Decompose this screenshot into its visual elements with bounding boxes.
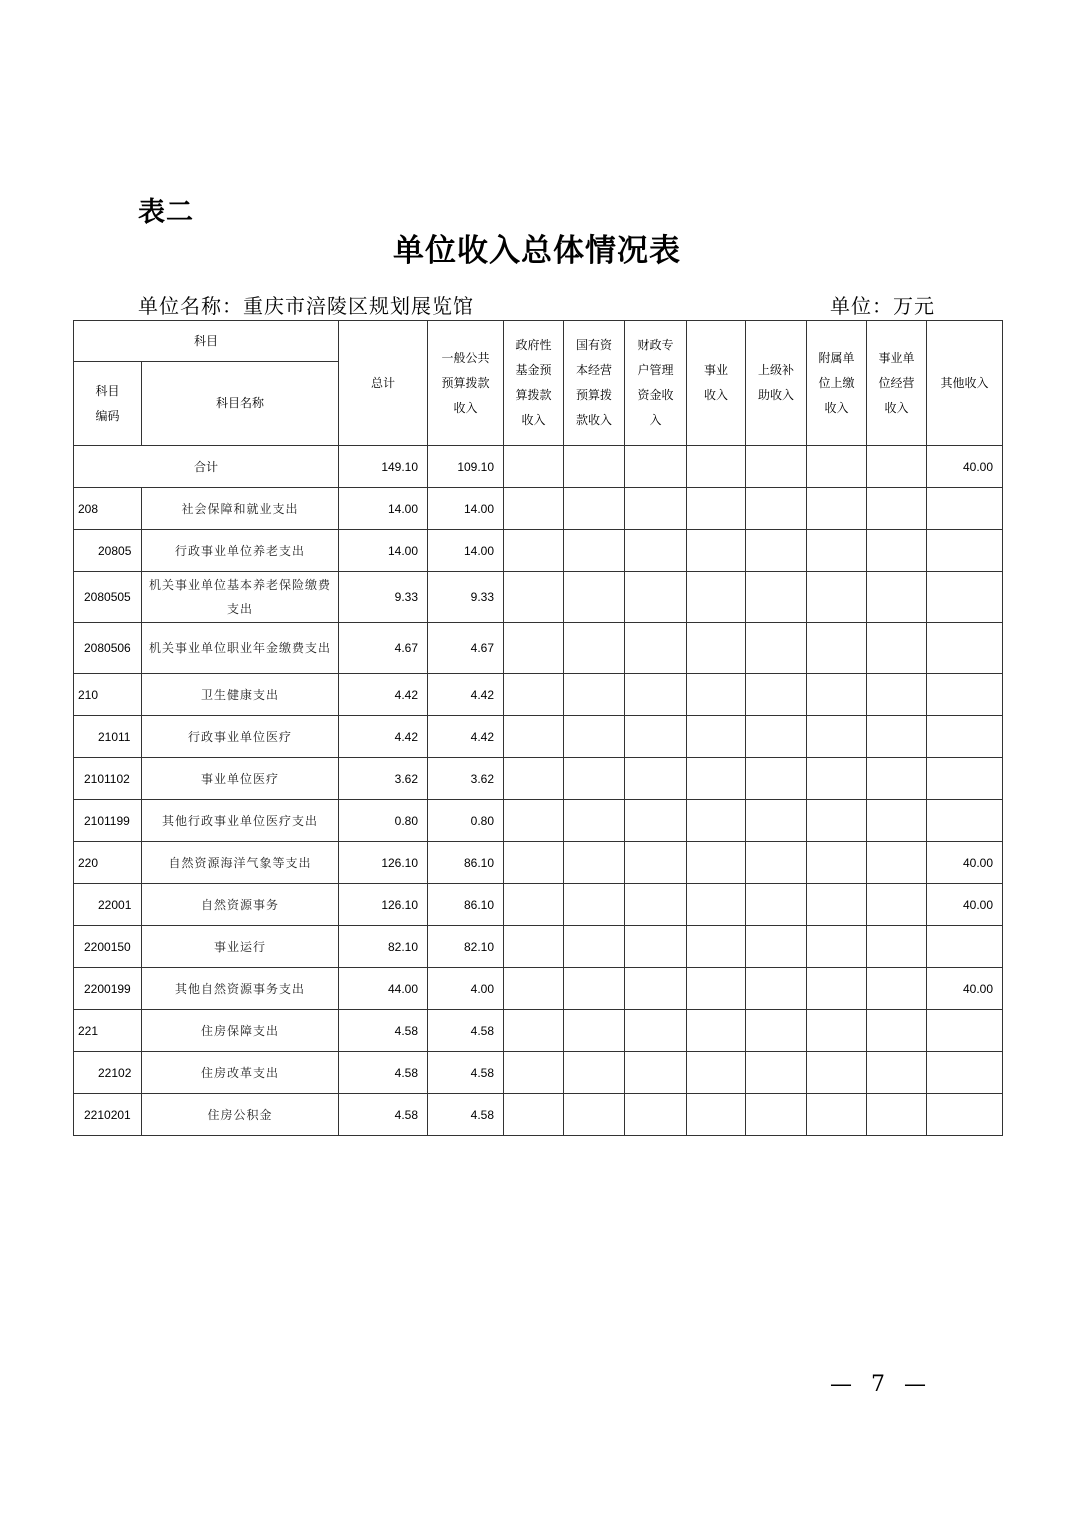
subject-name: 其他行政事业单位医疗支出 [142, 800, 339, 842]
other-value [927, 1010, 1003, 1052]
subject-code: 210 [74, 674, 142, 716]
unit-label: 单位：万元 [830, 294, 935, 318]
col-header-operating-income: 事业单位经营收入 [867, 321, 927, 446]
table-row [74, 1010, 1003, 1052]
total-value: 14.00 [339, 530, 428, 572]
org-name-label: 单位名称：重庆市涪陵区规划展览馆 [138, 294, 474, 318]
general-value: 0.80 [428, 800, 504, 842]
col-header-general-budget: 一般公共预算拨款收入 [428, 321, 504, 446]
table-row [74, 884, 1003, 926]
subject-name: 机关事业单位职业年金缴费支出 [142, 623, 339, 674]
sum-label: 合计 [74, 446, 339, 488]
subject-code: 208 [74, 488, 142, 530]
table-row [74, 842, 1003, 884]
general-value: 14.00 [428, 488, 504, 530]
other-value [927, 674, 1003, 716]
other-value [927, 1094, 1003, 1136]
total-value: 9.33 [339, 572, 428, 623]
col-header-fund-budget: 政府性基金预算拨款收入 [504, 321, 564, 446]
general-value: 9.33 [428, 572, 504, 623]
table-row [74, 1094, 1003, 1136]
subject-name: 自然资源事务 [142, 884, 339, 926]
col-header-other-income: 其他收入 [927, 321, 1003, 446]
subject-name: 行政事业单位养老支出 [142, 530, 339, 572]
sum-other: 40.00 [927, 446, 1003, 488]
subject-code: 20805 [74, 530, 142, 572]
subject-name: 事业单位医疗 [142, 758, 339, 800]
general-value: 4.58 [428, 1010, 504, 1052]
subject-name: 社会保障和就业支出 [142, 488, 339, 530]
table-row [74, 530, 1003, 572]
general-value: 86.10 [428, 884, 504, 926]
table-row [74, 623, 1003, 674]
subject-group-header: 科目 [74, 321, 339, 362]
subject-code: 2080506 [74, 623, 142, 674]
subject-name: 其他自然资源事务支出 [142, 968, 339, 1010]
col-header-business-income: 事业收入 [687, 321, 746, 446]
subject-name-header: 科目名称 [142, 362, 339, 446]
subject-name: 事业运行 [142, 926, 339, 968]
subject-name: 住房改革支出 [142, 1052, 339, 1094]
subject-code: 221 [74, 1010, 142, 1052]
total-value: 4.42 [339, 716, 428, 758]
income-table [73, 320, 1003, 1136]
other-value: 40.00 [927, 968, 1003, 1010]
subject-name: 住房公积金 [142, 1094, 339, 1136]
subject-code: 2101199 [74, 800, 142, 842]
total-value: 4.58 [339, 1010, 428, 1052]
other-value [927, 530, 1003, 572]
other-value [927, 716, 1003, 758]
general-value: 3.62 [428, 758, 504, 800]
other-value [927, 488, 1003, 530]
total-value: 4.42 [339, 674, 428, 716]
subject-name: 机关事业单位基本养老保险缴费支出 [142, 572, 339, 623]
general-value: 4.67 [428, 623, 504, 674]
total-value: 4.58 [339, 1052, 428, 1094]
other-value: 40.00 [927, 842, 1003, 884]
table-label: 表二 [138, 197, 194, 228]
table-row [74, 572, 1003, 623]
table-row [74, 758, 1003, 800]
subject-code-header: 科目编码 [74, 362, 142, 446]
subject-code: 2101102 [74, 758, 142, 800]
col-header-total: 总计 [339, 321, 428, 446]
general-value: 4.00 [428, 968, 504, 1010]
total-value: 44.00 [339, 968, 428, 1010]
general-value: 4.58 [428, 1094, 504, 1136]
sum-general: 109.10 [428, 446, 504, 488]
other-value [927, 623, 1003, 674]
table-row [74, 674, 1003, 716]
total-value: 14.00 [339, 488, 428, 530]
total-value: 82.10 [339, 926, 428, 968]
other-value [927, 926, 1003, 968]
table-row [74, 1052, 1003, 1094]
col-header-state-capital: 国有资本经营预算拨款收入 [564, 321, 625, 446]
general-value: 4.58 [428, 1052, 504, 1094]
col-header-special-account: 财政专户管理资金收入 [625, 321, 687, 446]
col-header-superior-subsidy: 上级补助收入 [746, 321, 807, 446]
total-value: 3.62 [339, 758, 428, 800]
subject-name: 住房保障支出 [142, 1010, 339, 1052]
subject-code: 21011 [74, 716, 142, 758]
subject-code: 220 [74, 842, 142, 884]
other-value [927, 1052, 1003, 1094]
subject-code: 2080505 [74, 572, 142, 623]
other-value [927, 758, 1003, 800]
general-value: 4.42 [428, 716, 504, 758]
other-value: 40.00 [927, 884, 1003, 926]
total-value: 126.10 [339, 884, 428, 926]
subject-code: 2210201 [74, 1094, 142, 1136]
subject-code: 2200199 [74, 968, 142, 1010]
total-value: 4.67 [339, 623, 428, 674]
table-row [74, 488, 1003, 530]
subject-name: 自然资源海洋气象等支出 [142, 842, 339, 884]
general-value: 86.10 [428, 842, 504, 884]
table-row [74, 716, 1003, 758]
total-value: 126.10 [339, 842, 428, 884]
other-value [927, 572, 1003, 623]
subject-code: 2200150 [74, 926, 142, 968]
total-value: 0.80 [339, 800, 428, 842]
col-header-affiliate-income: 附属单位上缴收入 [807, 321, 867, 446]
subject-name: 卫生健康支出 [142, 674, 339, 716]
sum-row [74, 446, 1003, 488]
page-title: 单位收入总体情况表 [393, 233, 681, 269]
total-value: 4.58 [339, 1094, 428, 1136]
subject-name: 行政事业单位医疗 [142, 716, 339, 758]
general-value: 82.10 [428, 926, 504, 968]
page-number: — 7 — [830, 1372, 932, 1397]
table-row [74, 968, 1003, 1010]
sum-total: 149.10 [339, 446, 428, 488]
general-value: 14.00 [428, 530, 504, 572]
subject-code: 22001 [74, 884, 142, 926]
subject-code: 22102 [74, 1052, 142, 1094]
general-value: 4.42 [428, 674, 504, 716]
table-row [74, 800, 1003, 842]
table-row [74, 926, 1003, 968]
other-value [927, 800, 1003, 842]
